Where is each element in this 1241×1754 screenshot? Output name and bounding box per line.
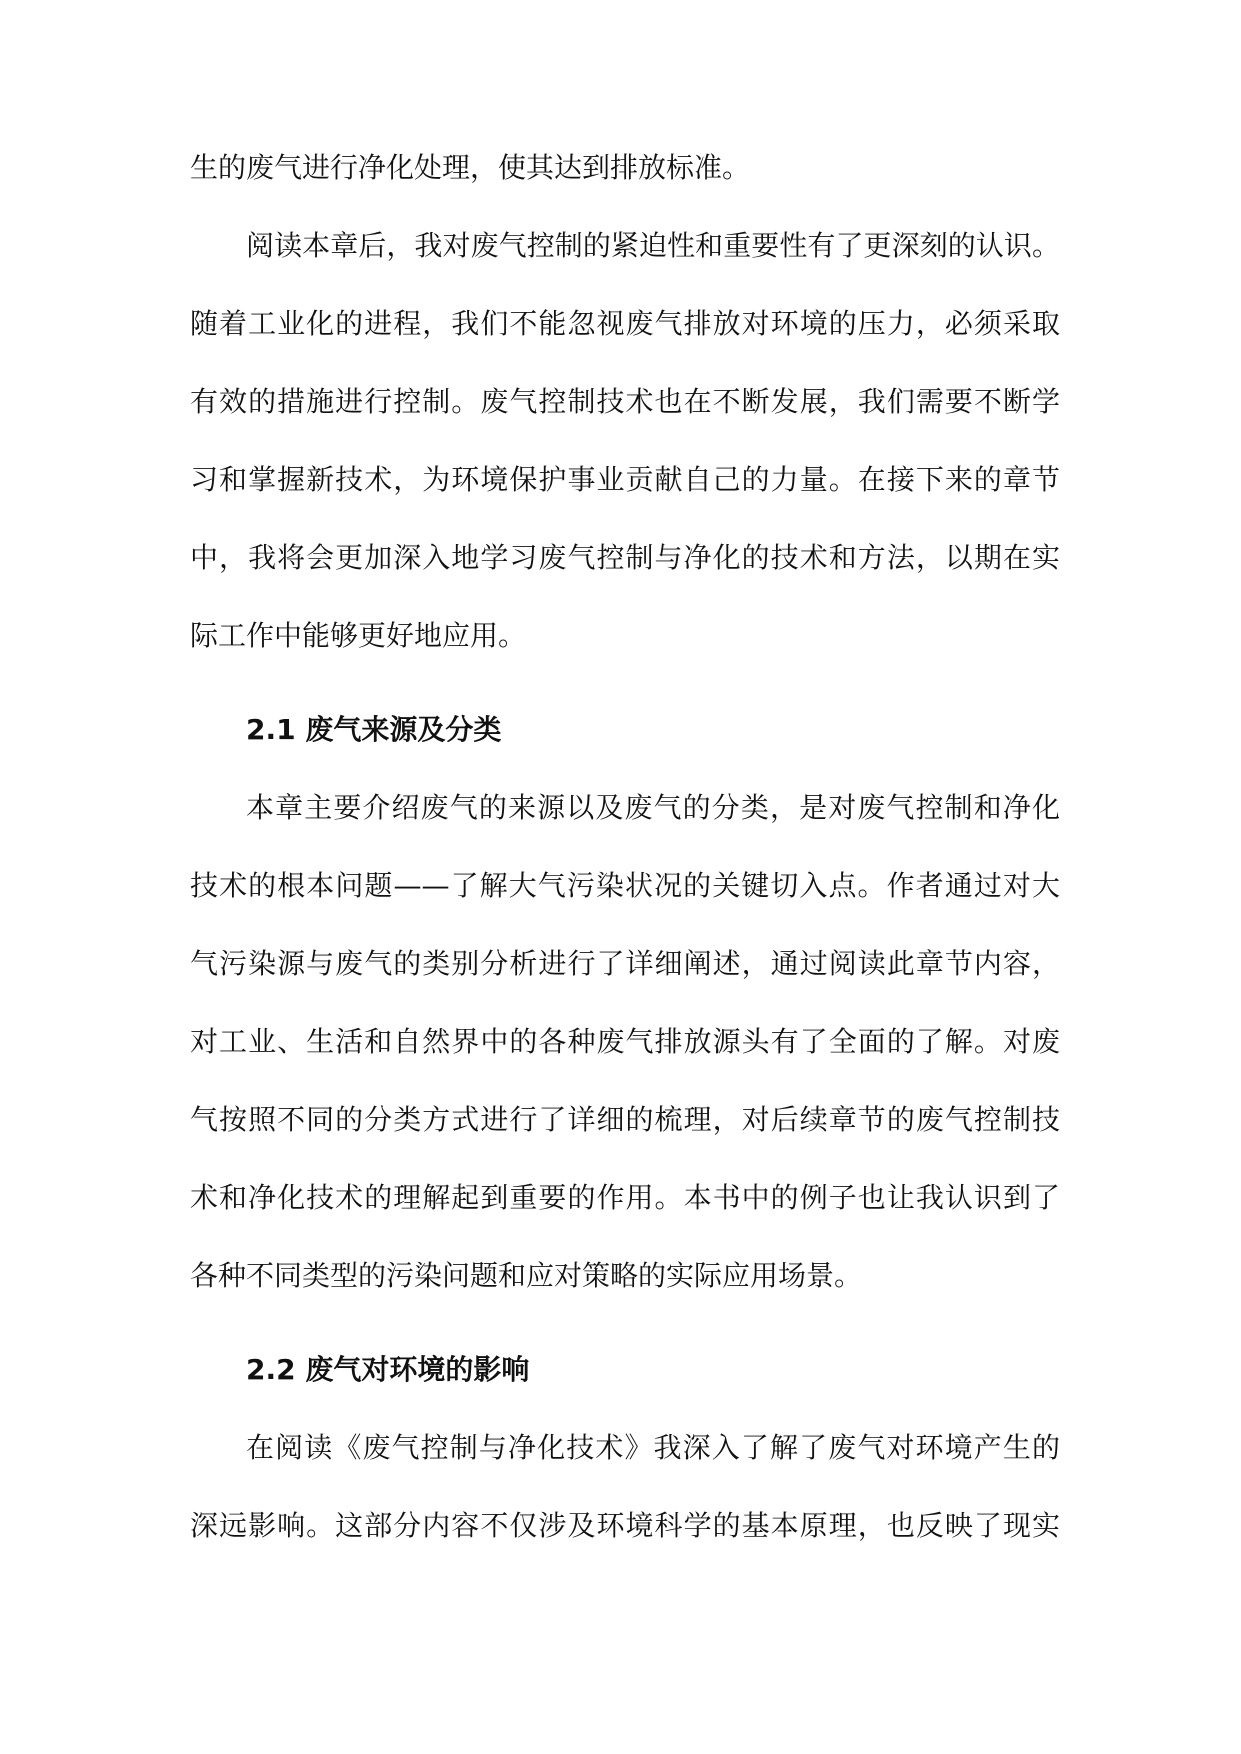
paragraph-line: 技术的根本问题——了解大气污染状况的关键切入点。作者通过对大 (190, 869, 1060, 902)
paragraph-line: 有效的措施进行控制。废气控制技术也在不断发展，我们需要不断学 (190, 385, 1060, 418)
paragraph-line: 深远影响。这部分内容不仅涉及环境科学的基本原理，也反映了现实 (190, 1509, 1060, 1542)
paragraph-line: 对工业、生活和自然界中的各种废气排放源头有了全面的了解。对废 (190, 1025, 1060, 1058)
paragraph-line: 中，我将会更加深入地学习废气控制与净化的技术和方法，以期在实 (190, 541, 1060, 574)
paragraph-line: 际工作中能够更好地应用。 (190, 619, 527, 652)
paragraph-line: 本章主要介绍废气的来源以及废气的分类，是对废气控制和净化 (246, 791, 1060, 824)
paragraph-line: 随着工业化的进程，我们不能忽视废气排放对环境的压力，必须采取 (190, 307, 1060, 340)
paragraph-line: 生的废气进行净化处理，使其达到排放标准。 (190, 151, 751, 184)
paragraph-line: 气按照不同的分类方式进行了详细的梳理，对后续章节的废气控制技 (190, 1103, 1060, 1136)
paragraph-line: 术和净化技术的理解起到重要的作用。本书中的例子也让我认识到了 (190, 1181, 1060, 1214)
paragraph-line: 阅读本章后，我对废气控制的紧迫性和重要性有了更深刻的认识。 (246, 229, 1060, 262)
paragraph-line: 习和掌握新技术，为环境保护事业贡献自己的力量。在接下来的章节 (190, 463, 1060, 496)
paragraph-line: 各种不同类型的污染问题和应对策略的实际应用场景。 (190, 1259, 863, 1292)
paragraph-line: 气污染源与废气的类别分析进行了详细阐述，通过阅读此章节内容， (190, 947, 1060, 980)
section-heading: 2.2 废气对环境的影响 (246, 1353, 530, 1386)
paragraph-line: 在阅读《废气控制与净化技术》我深入了解了废气对环境产生的 (246, 1431, 1060, 1464)
section-heading: 2.1 废气来源及分类 (246, 713, 502, 746)
